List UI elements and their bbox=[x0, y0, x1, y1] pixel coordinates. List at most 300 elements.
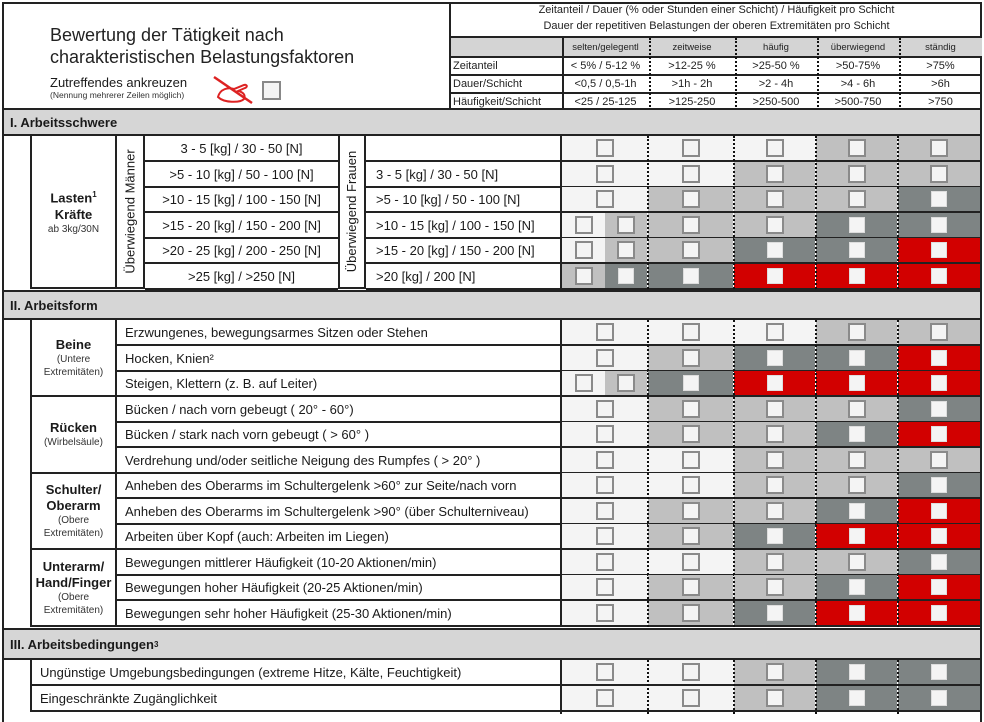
scale-value: < 5% / 5-12 % bbox=[570, 60, 641, 72]
body-region-group bbox=[30, 397, 117, 474]
rating-cell-W bbox=[562, 187, 647, 211]
rating-cell-D bbox=[605, 264, 647, 288]
checkbox[interactable] bbox=[682, 663, 700, 681]
checkbox[interactable] bbox=[931, 503, 947, 519]
rating-cell-L bbox=[898, 136, 980, 160]
checkbox[interactable] bbox=[849, 605, 865, 621]
rating-cell-W bbox=[562, 136, 647, 160]
checkbox[interactable] bbox=[617, 374, 635, 392]
column-header-4: ständig bbox=[925, 41, 956, 53]
checkbox[interactable] bbox=[931, 690, 947, 706]
checkbox[interactable] bbox=[596, 527, 614, 545]
checkbox[interactable] bbox=[596, 604, 614, 622]
checkbox[interactable] bbox=[930, 323, 948, 341]
checkbox[interactable] bbox=[931, 217, 947, 233]
rating-cell-L bbox=[648, 397, 733, 421]
checkbox[interactable] bbox=[596, 425, 614, 443]
group-title: Rücken bbox=[50, 420, 97, 435]
checkbox[interactable] bbox=[766, 663, 784, 681]
checkbox[interactable] bbox=[930, 139, 948, 157]
checkbox[interactable] bbox=[766, 190, 784, 208]
column-divider bbox=[815, 660, 817, 714]
rating-cell-W bbox=[562, 499, 647, 523]
checkbox[interactable] bbox=[931, 375, 947, 391]
checkbox[interactable] bbox=[682, 139, 700, 157]
section-header bbox=[4, 290, 980, 320]
scale-value: <25 / 25-125 bbox=[574, 96, 637, 108]
rating-cell-D bbox=[898, 660, 980, 684]
body-region-group bbox=[30, 550, 117, 627]
checkbox[interactable] bbox=[931, 554, 947, 570]
rating-cell-W bbox=[648, 448, 733, 472]
rating-cell-W bbox=[562, 524, 647, 548]
checkbox[interactable] bbox=[766, 425, 784, 443]
rating-cell-W bbox=[562, 397, 647, 421]
checkbox[interactable] bbox=[849, 528, 865, 544]
scale-row-label: Zeitanteil bbox=[453, 60, 498, 72]
rating-cell-L bbox=[648, 524, 733, 548]
example-checkbox[interactable] bbox=[262, 81, 281, 100]
rating-cell-R bbox=[898, 601, 980, 625]
rating-cell-L bbox=[648, 346, 733, 370]
rating-cell-W bbox=[562, 550, 647, 574]
rating-cell-D bbox=[816, 346, 897, 370]
load-men: >25 [kg] / >250 [N] bbox=[145, 264, 338, 290]
rating-cell-D bbox=[816, 422, 897, 446]
group-title bbox=[50, 187, 96, 206]
rating-cell-W bbox=[562, 473, 647, 497]
posture-item: Bücken / stark nach vorn gebeugt ( > 60° ) bbox=[117, 422, 560, 448]
rating-cell-W bbox=[562, 213, 605, 237]
rating-cell-L bbox=[816, 397, 897, 421]
rating-cell-D bbox=[734, 524, 815, 548]
load-women: >10 - 15 [kg] / 100 - 150 [N] bbox=[366, 213, 560, 239]
rating-cell-R bbox=[734, 371, 815, 395]
checkbox[interactable] bbox=[682, 190, 700, 208]
load-women: >20 [kg] / 200 [N] bbox=[366, 264, 560, 290]
checkbox[interactable] bbox=[596, 323, 614, 341]
rating-cell-L bbox=[734, 448, 815, 472]
rating-cell-L bbox=[734, 550, 815, 574]
scale-value: >6h bbox=[931, 78, 950, 90]
checkbox[interactable] bbox=[848, 165, 866, 183]
checkbox[interactable] bbox=[575, 267, 593, 285]
checkbox[interactable] bbox=[848, 476, 866, 494]
scale-row-label: Dauer/Schicht bbox=[453, 78, 523, 90]
rating-cell-L bbox=[816, 320, 897, 344]
rating-cell-L bbox=[734, 575, 815, 599]
checkbox[interactable] bbox=[682, 451, 700, 469]
rating-cell-R bbox=[816, 524, 897, 548]
scale-value: >125-250 bbox=[668, 96, 716, 108]
checkbox[interactable] bbox=[848, 553, 866, 571]
column-divider bbox=[897, 660, 899, 714]
checkbox[interactable] bbox=[596, 400, 614, 418]
column-header-1: zeitweise bbox=[672, 41, 712, 53]
rating-cell-L bbox=[734, 422, 815, 446]
rating-cell-L bbox=[898, 448, 980, 472]
rating-cell-W bbox=[734, 136, 815, 160]
checkbox[interactable] bbox=[766, 323, 784, 341]
checkbox[interactable] bbox=[575, 216, 593, 234]
checkbox[interactable] bbox=[766, 476, 784, 494]
instruction: Zutreffendes ankreuzen bbox=[50, 75, 188, 90]
checkbox[interactable] bbox=[767, 605, 783, 621]
scale-value: >1h - 2h bbox=[671, 78, 713, 90]
checkbox[interactable] bbox=[682, 604, 700, 622]
body-region-group bbox=[30, 473, 117, 550]
column-header-3: überwiegend bbox=[830, 41, 886, 53]
checkbox[interactable] bbox=[682, 165, 700, 183]
footnote-mark: 3 bbox=[153, 639, 159, 649]
rating-cell-D bbox=[898, 686, 980, 710]
rating-cell-L bbox=[605, 213, 647, 237]
rating-cell-D bbox=[816, 686, 897, 710]
checkbox[interactable] bbox=[931, 268, 947, 284]
group-title-text: Lasten bbox=[50, 190, 93, 206]
rating-cell-W bbox=[562, 660, 647, 684]
column-divider bbox=[647, 136, 649, 289]
checkbox[interactable] bbox=[848, 400, 866, 418]
checkbox[interactable] bbox=[617, 241, 635, 259]
load-women: >5 - 10 [kg] / 50 - 100 [N] bbox=[366, 187, 560, 213]
scale-title-1: Zeitanteil / Dauer (% oder Stunden einer Schicht) / Häufigkeit pro Schicht bbox=[538, 4, 895, 16]
rating-cell-L bbox=[816, 187, 897, 211]
checkbox[interactable] bbox=[682, 553, 700, 571]
checkbox[interactable] bbox=[596, 663, 614, 681]
checkbox[interactable] bbox=[596, 502, 614, 520]
rating-cell-D bbox=[816, 575, 897, 599]
rating-cell-W bbox=[648, 473, 733, 497]
rating-cell-W bbox=[648, 686, 733, 710]
checkbox[interactable] bbox=[848, 190, 866, 208]
checkbox[interactable] bbox=[618, 268, 634, 284]
women-label-text: Überwiegend Frauen bbox=[344, 150, 360, 273]
load-women: 3 - 5 [kg] / 30 - 50 [N] bbox=[366, 162, 560, 188]
checkbox[interactable] bbox=[682, 578, 700, 596]
rating-cell-D bbox=[734, 346, 815, 370]
checkbox[interactable] bbox=[596, 349, 614, 367]
footnote-mark: 1 bbox=[92, 190, 97, 200]
column-divider bbox=[897, 136, 899, 289]
rating-cell-W bbox=[562, 371, 605, 395]
column-divider bbox=[560, 320, 562, 627]
rating-cell-W bbox=[562, 686, 647, 710]
checkbox[interactable] bbox=[766, 451, 784, 469]
rating-cell-W bbox=[562, 238, 605, 262]
rating-cell-R bbox=[898, 422, 980, 446]
rating-cell-L bbox=[816, 136, 897, 160]
rating-cell-W bbox=[562, 601, 647, 625]
rating-cell-W bbox=[648, 550, 733, 574]
row-divider bbox=[560, 710, 982, 712]
checkbox[interactable] bbox=[849, 664, 865, 680]
scale-value: >750 bbox=[928, 96, 953, 108]
column-divider bbox=[815, 320, 817, 627]
load-men: >15 - 20 [kg] / 150 - 200 [N] bbox=[145, 213, 338, 239]
rating-cell-W bbox=[562, 422, 647, 446]
checkbox[interactable] bbox=[931, 401, 947, 417]
rating-cell-R bbox=[816, 371, 897, 395]
checkbox[interactable] bbox=[849, 426, 865, 442]
rating-cell-L bbox=[734, 397, 815, 421]
checkbox[interactable] bbox=[617, 216, 635, 234]
checkbox[interactable] bbox=[930, 165, 948, 183]
rating-cell-L bbox=[648, 187, 733, 211]
rating-cell-D bbox=[898, 473, 980, 497]
rating-cell-L bbox=[734, 686, 815, 710]
load-women bbox=[366, 136, 560, 162]
checkbox[interactable] bbox=[849, 242, 865, 258]
rating-cell-W bbox=[562, 320, 647, 344]
checkbox[interactable] bbox=[766, 400, 784, 418]
checkbox[interactable] bbox=[575, 374, 593, 392]
posture-item: Steigen, Klettern (z. B. auf Leiter) bbox=[117, 371, 560, 397]
rating-cell-L bbox=[734, 162, 815, 186]
page-title bbox=[50, 24, 354, 68]
men-label-text: Überwiegend Männer bbox=[122, 149, 138, 274]
posture-item: Anheben des Oberarms im Schultergelenk >90° (über Schulterniveau) bbox=[117, 499, 560, 525]
group-subtitle: (Untere Extremitäten) bbox=[43, 353, 104, 378]
rating-cell-W bbox=[648, 136, 733, 160]
checkbox[interactable] bbox=[931, 350, 947, 366]
rating-cell-W bbox=[648, 320, 733, 344]
section-title: III. Arbeitsbedingungen bbox=[10, 636, 154, 652]
checkbox[interactable] bbox=[849, 375, 865, 391]
column-divider bbox=[560, 136, 562, 289]
instruction-note: (Nennung mehrerer Zeilen möglich) bbox=[50, 90, 185, 100]
checkbox[interactable] bbox=[682, 323, 700, 341]
checkbox[interactable] bbox=[596, 689, 614, 707]
checkbox[interactable] bbox=[767, 242, 783, 258]
rating-cell-D bbox=[648, 371, 733, 395]
column-divider bbox=[815, 136, 817, 289]
rating-cell-L bbox=[734, 660, 815, 684]
checkbox[interactable] bbox=[596, 553, 614, 571]
posture-item: Hocken, Knien² bbox=[117, 346, 560, 372]
rating-cell-D bbox=[816, 660, 897, 684]
rating-cell-L bbox=[734, 473, 815, 497]
checkbox[interactable] bbox=[596, 476, 614, 494]
rating-cell-R bbox=[898, 499, 980, 523]
checkbox[interactable] bbox=[849, 503, 865, 519]
rating-cell-D bbox=[898, 397, 980, 421]
load-men: 3 - 5 [kg] / 30 - 50 [N] bbox=[145, 136, 338, 162]
checkbox[interactable] bbox=[596, 139, 614, 157]
scale-value: >50-75% bbox=[835, 60, 881, 72]
rating-cell-L bbox=[734, 187, 815, 211]
section-header bbox=[4, 628, 980, 660]
checkbox[interactable] bbox=[766, 139, 784, 157]
load-men: >5 - 10 [kg] / 50 - 100 [N] bbox=[145, 162, 338, 188]
checkbox[interactable] bbox=[596, 165, 614, 183]
column-divider bbox=[733, 320, 735, 627]
checkbox[interactable] bbox=[767, 375, 783, 391]
rating-cell-L bbox=[816, 550, 897, 574]
body-region-group bbox=[30, 320, 117, 397]
checkbox[interactable] bbox=[682, 241, 700, 259]
scale-value: >25-50 % bbox=[752, 60, 800, 72]
scale-row-label: Häufigkeit/Schicht bbox=[453, 96, 542, 108]
group-subtitle: ab 3kg/30N bbox=[47, 223, 100, 235]
rating-cell-R bbox=[816, 264, 897, 288]
rating-cell-D bbox=[816, 499, 897, 523]
posture-item: Bewegungen sehr hoher Häufigkeit (25-30 Aktionen/min) bbox=[117, 601, 560, 627]
checkbox[interactable] bbox=[848, 139, 866, 157]
checkbox[interactable] bbox=[931, 579, 947, 595]
rating-cell-R bbox=[898, 524, 980, 548]
group-title: Beine bbox=[55, 336, 92, 352]
posture-item: Verdrehung und/oder seitliche Neigung des Rumpfes ( > 20° ) bbox=[117, 448, 560, 474]
checkbox[interactable] bbox=[682, 216, 700, 234]
checkbox[interactable] bbox=[683, 375, 699, 391]
checkbox[interactable] bbox=[848, 451, 866, 469]
frequency-scale-header bbox=[449, 2, 982, 110]
scale-value: >12-25 % bbox=[668, 60, 716, 72]
checkbox[interactable] bbox=[849, 579, 865, 595]
checkbox[interactable] bbox=[596, 578, 614, 596]
checkbox[interactable] bbox=[575, 241, 593, 259]
checkbox[interactable] bbox=[682, 476, 700, 494]
checkbox[interactable] bbox=[931, 664, 947, 680]
column-divider bbox=[897, 320, 899, 627]
posture-item: Anheben des Oberarms im Schultergelenk >60° zur Seite/nach vorn bbox=[117, 473, 560, 499]
rating-cell-R bbox=[816, 601, 897, 625]
rating-cell-R bbox=[898, 575, 980, 599]
checkbox[interactable] bbox=[766, 578, 784, 596]
scale-value: >250-500 bbox=[752, 96, 800, 108]
row-divider bbox=[560, 625, 982, 627]
checkbox[interactable] bbox=[931, 191, 947, 207]
title-line-1: Bewertung der Tätigkeit nach bbox=[50, 25, 284, 45]
rating-cell-D bbox=[898, 213, 980, 237]
checkbox[interactable] bbox=[766, 216, 784, 234]
checkbox[interactable] bbox=[931, 477, 947, 493]
column-divider bbox=[647, 660, 649, 714]
women-label bbox=[338, 136, 366, 289]
men-label bbox=[117, 136, 145, 289]
title-line-2: charakteristischen Belastungsfaktoren bbox=[50, 47, 355, 67]
rating-cell-L bbox=[898, 162, 980, 186]
rating-cell-L bbox=[648, 499, 733, 523]
column-divider bbox=[733, 660, 735, 714]
rating-cell-R bbox=[898, 264, 980, 288]
checkbox[interactable] bbox=[767, 528, 783, 544]
checkbox[interactable] bbox=[766, 502, 784, 520]
group-subtitle: (Obere Extremitäten) bbox=[43, 591, 104, 616]
rating-cell-L bbox=[816, 473, 897, 497]
rating-cell-L bbox=[648, 213, 733, 237]
checkbox[interactable] bbox=[849, 268, 865, 284]
column-divider bbox=[560, 660, 562, 714]
checkbox[interactable] bbox=[849, 217, 865, 233]
checkbox[interactable] bbox=[682, 349, 700, 367]
rating-cell-D bbox=[898, 187, 980, 211]
checkbox[interactable] bbox=[931, 426, 947, 442]
posture-item: Bücken / nach vorn gebeugt ( 20° - 60°) bbox=[117, 397, 560, 423]
checkbox[interactable] bbox=[682, 400, 700, 418]
group-subtitle: (Wirbelsäule) bbox=[44, 437, 103, 448]
checkbox[interactable] bbox=[931, 242, 947, 258]
checkbox[interactable] bbox=[682, 425, 700, 443]
scale-title-2: Dauer der repetitiven Belastungen der oberen Extremitäten pro Schicht bbox=[543, 20, 890, 32]
rating-cell-D bbox=[734, 238, 815, 262]
rating-cell-R bbox=[898, 346, 980, 370]
checkbox[interactable] bbox=[849, 690, 865, 706]
section-title: I. Arbeitsschwere bbox=[10, 114, 118, 130]
rating-cell-L bbox=[816, 162, 897, 186]
checkbox[interactable] bbox=[596, 451, 614, 469]
checkbox[interactable] bbox=[766, 165, 784, 183]
rating-cell-W bbox=[562, 346, 647, 370]
checkbox[interactable] bbox=[848, 323, 866, 341]
column-divider bbox=[733, 136, 735, 289]
rating-cell-L bbox=[734, 213, 815, 237]
checkbox[interactable] bbox=[683, 268, 699, 284]
rating-cell-L bbox=[605, 238, 647, 262]
rating-cell-L bbox=[605, 371, 647, 395]
rating-cell-L bbox=[648, 422, 733, 446]
posture-item: Erzwungenes, bewegungsarmes Sitzen oder Stehen bbox=[117, 320, 560, 346]
rating-cell-D bbox=[898, 550, 980, 574]
hand-cross-icon bbox=[210, 73, 256, 105]
posture-item: Bewegungen hoher Häufigkeit (20-25 Aktionen/min) bbox=[117, 575, 560, 601]
section-header bbox=[4, 108, 980, 136]
checkbox[interactable] bbox=[682, 502, 700, 520]
checkbox[interactable] bbox=[930, 451, 948, 469]
checkbox[interactable] bbox=[767, 350, 783, 366]
rating-cell-W bbox=[562, 448, 647, 472]
rating-cell-L bbox=[898, 320, 980, 344]
rating-cell-L bbox=[816, 448, 897, 472]
group-title: Unterarm/ Hand/Finger bbox=[35, 558, 112, 590]
rating-cell-R bbox=[734, 264, 815, 288]
checkbox[interactable] bbox=[596, 190, 614, 208]
checkbox[interactable] bbox=[766, 689, 784, 707]
rating-cell-W bbox=[562, 575, 647, 599]
condition-item: Eingeschränkte Zugänglichkeit bbox=[30, 686, 560, 712]
checkbox[interactable] bbox=[849, 350, 865, 366]
rating-cell-L bbox=[648, 601, 733, 625]
rating-cell-R bbox=[898, 238, 980, 262]
rating-cell-W bbox=[734, 320, 815, 344]
section-title: II. Arbeitsform bbox=[10, 297, 98, 313]
rating-cell-W bbox=[648, 660, 733, 684]
rating-cell-D bbox=[648, 264, 733, 288]
checkbox[interactable] bbox=[766, 553, 784, 571]
group-title: Schulter/ Oberarm bbox=[45, 481, 102, 513]
scale-value: >2 - 4h bbox=[758, 78, 794, 90]
scale-value: >75% bbox=[926, 60, 955, 72]
scale-value: <0,5 / 0,5-1h bbox=[574, 78, 637, 90]
group-subtitle: (Obere Extremitäten) bbox=[43, 514, 104, 539]
posture-item: Arbeiten über Kopf (auch: Arbeiten im Liegen) bbox=[117, 524, 560, 550]
load-men: >20 - 25 [kg] / 200 - 250 [N] bbox=[145, 238, 338, 264]
checkbox[interactable] bbox=[767, 268, 783, 284]
rating-cell-D bbox=[816, 213, 897, 237]
rating-cell-W bbox=[562, 162, 647, 186]
rating-cell-L bbox=[562, 264, 605, 288]
condition-item: Ungünstige Umgebungsbedingungen (extreme Hitze, Kälte, Feuchtigkeit) bbox=[30, 660, 560, 686]
rating-cell-D bbox=[734, 601, 815, 625]
checkbox[interactable] bbox=[931, 605, 947, 621]
rating-cell-W bbox=[648, 162, 733, 186]
checkbox[interactable] bbox=[682, 527, 700, 545]
column-divider bbox=[647, 320, 649, 627]
checkbox[interactable] bbox=[931, 528, 947, 544]
checkbox[interactable] bbox=[682, 689, 700, 707]
scale-value: >4 - 6h bbox=[840, 78, 876, 90]
